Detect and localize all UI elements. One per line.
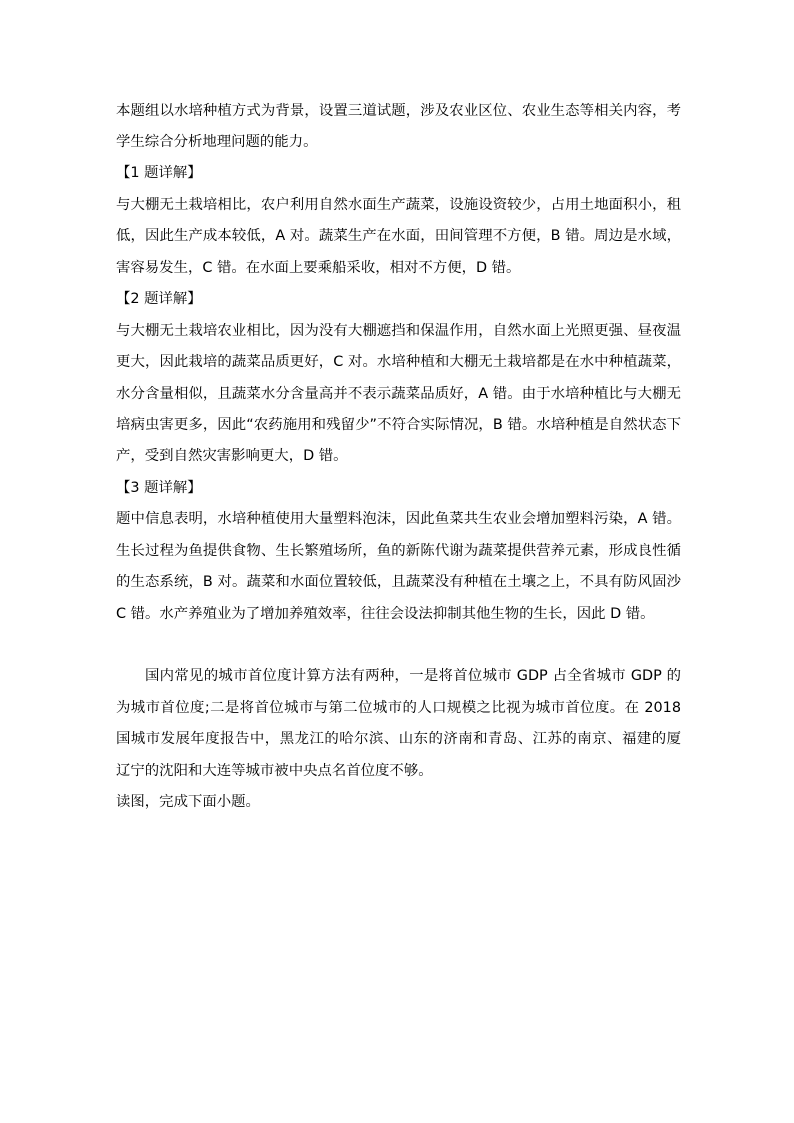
intro-line-1: 本题组以水培种植方式为背景，设置三道试题，涉及农业区位、农业生态等相关内容，考 — [116, 103, 681, 119]
q2-line-3: 水分含量相似，且蔬菜水分含量高并不表示蔬菜品质好，A 错。由于水培种植比与大棚无 — [116, 386, 681, 402]
q2-heading: 【2 题详解】 — [116, 291, 202, 307]
passage-line-4: 辽宁的沈阳和大连等城市被中央点名首位度不够。 — [116, 763, 433, 779]
q3-line-4: C 错。水产养殖业为了增加养殖效率，往往会设法抑制其他生物的生长，因此 D 错。 — [116, 606, 655, 622]
q2-line-1: 与大棚无土栽培农业相比，因为没有大棚遮挡和保温作用，自然水面上光照更强、昼夜温 — [116, 323, 681, 339]
q2-line-4: 培病虫害更多，因此“农药施用和残留少”不符合实际情况，B 错。水培种植是自然状态下 — [116, 417, 681, 433]
intro-line-2: 学生综合分析地理问题的能力。 — [116, 134, 318, 150]
passage-line-2: 为城市首位度;二是将首位城市与第二位城市的人口规模之比视为城市首位度。在 2018 — [116, 700, 681, 716]
q2-line-2: 更大，因此栽培的蔬菜品质更好，C 对。水培种植和大棚无土栽培都是在水中种植蔬菜， — [116, 354, 681, 370]
q1-line-3: 害容易发生，C 错。在水面上要乘船采收，相对不方便，D 错。 — [116, 260, 521, 276]
q3-line-1: 题中信息表明，水培种植使用大量塑料泡沫，因此鱼菜共生农业会增加塑料污染，A 错。 — [116, 511, 681, 527]
q3-line-2: 生长过程为鱼提供食物、生长繁殖场所，鱼的新陈代谢为蔬菜提供营养元素，形成良性循 — [116, 543, 681, 559]
passage-line-1: 国内常见的城市首位度计算方法有两种，一是将首位城市 GDP 占全省城市 GDP 的 — [145, 668, 681, 684]
q2-line-5: 产，受到自然灾害影响更大，D 错。 — [116, 448, 348, 464]
q1-line-2: 低，因此生产成本较低，A 对。蔬菜生产在水面，田间管理不方便，B 错。周边是水域， — [116, 228, 681, 244]
passage-line-3: 国城市发展年度报告中，黑龙江的哈尔滨、山东的济南和青岛、江苏的南京、福建的厦 — [116, 731, 681, 747]
q3-line-3: 的生态系统，B 对。蔬菜和水面位置较低，且蔬菜没有种植在土壤之上，不具有防风固沙 — [116, 574, 681, 590]
q1-line-1: 与大棚无土栽培相比，农户利用自然水面生产蔬菜，设施设资较少，占用土地面积小，租 — [116, 197, 681, 213]
q3-heading: 【3 题详解】 — [116, 480, 202, 496]
q1-heading: 【1 题详解】 — [116, 165, 202, 181]
passage-line-5: 读图，完成下面小题。 — [116, 794, 260, 810]
